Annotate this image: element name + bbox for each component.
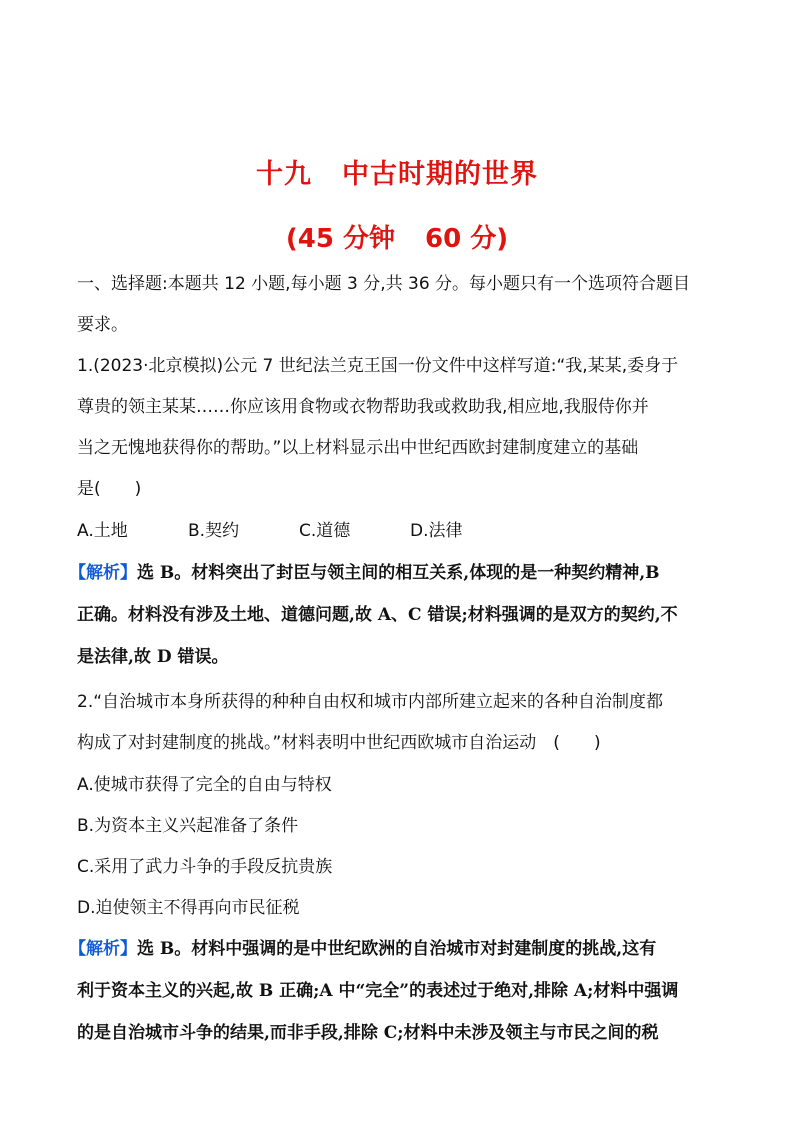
title-text: 中古时期的世界	[342, 159, 538, 190]
question-1-line: 1.(2023·北京模拟)公元 7 世纪法兰克王国一份文件中这样写道:“我,某某,委身于	[77, 356, 679, 376]
option-d: D.法律	[410, 521, 463, 541]
page-subtitle	[0, 218, 794, 255]
title-number: 十九	[256, 159, 312, 190]
question-2-line: 构成了对封建制度的挑战。”材料表明中世纪西欧城市自治运动 ( )	[77, 733, 601, 753]
question-1-analysis-line: 正确。材料没有涉及土地、道德问题,故 A、C 错误;材料强调的是双方的契约,不	[77, 605, 678, 625]
option-b: B.为资本主义兴起准备了条件	[77, 816, 299, 836]
option-a: A.土地	[77, 521, 128, 541]
question-2-line: 2.“自治城市本身所获得的种种自由权和城市内部所建立起来的各种自治制度都	[77, 692, 664, 712]
option-d: D.迫使领主不得再向市民征税	[77, 898, 300, 918]
time-limit: (45 分钟	[285, 224, 395, 254]
option-b: B.契约	[188, 521, 240, 541]
question-1-line: 当之无愧地获得你的帮助。”以上材料显示出中世纪西欧封建制度建立的基础	[77, 438, 639, 458]
option-c: C.道德	[299, 521, 351, 541]
question-1-line: 尊贵的领主某某……你应该用食物或衣物帮助我或救助我,相应地,我服侍你并	[77, 397, 649, 417]
question-2-analysis	[69, 937, 709, 961]
analysis-text: 选 B。材料突出了封臣与领主间的相互关系,体现的是一种契约精神,B	[137, 563, 660, 583]
question-1-line: 是( )	[77, 479, 142, 499]
section-instruction-line: 要求。	[77, 315, 128, 335]
option-a: A.使城市获得了完全的自由与特权	[77, 775, 332, 795]
page-title	[0, 152, 794, 191]
analysis-tag: 【解析】	[69, 939, 137, 959]
total-score: 60 分)	[425, 224, 509, 254]
question-1-options	[77, 519, 717, 543]
option-c: C.采用了武力斗争的手段反抗贵族	[77, 857, 333, 877]
question-2-analysis-line: 的是自治城市斗争的结果,而非手段,排除 C;材料中未涉及领主与市民之间的税	[77, 1023, 659, 1043]
question-1-analysis-line: 是法律,故 D 错误。	[77, 647, 229, 667]
analysis-text: 选 B。材料中强调的是中世纪欧洲的自治城市对封建制度的挑战,这有	[137, 939, 657, 959]
section-instruction-line: 一、选择题:本题共 12 小题,每小题 3 分,共 36 分。每小题只有一个选项符合题目	[77, 274, 691, 294]
question-1-analysis	[69, 561, 709, 585]
analysis-tag: 【解析】	[69, 563, 137, 583]
question-2-analysis-line: 利于资本主义的兴起,故 B 正确;A 中“完全”的表述过于绝对,排除 A;材料中强调	[77, 981, 679, 1001]
